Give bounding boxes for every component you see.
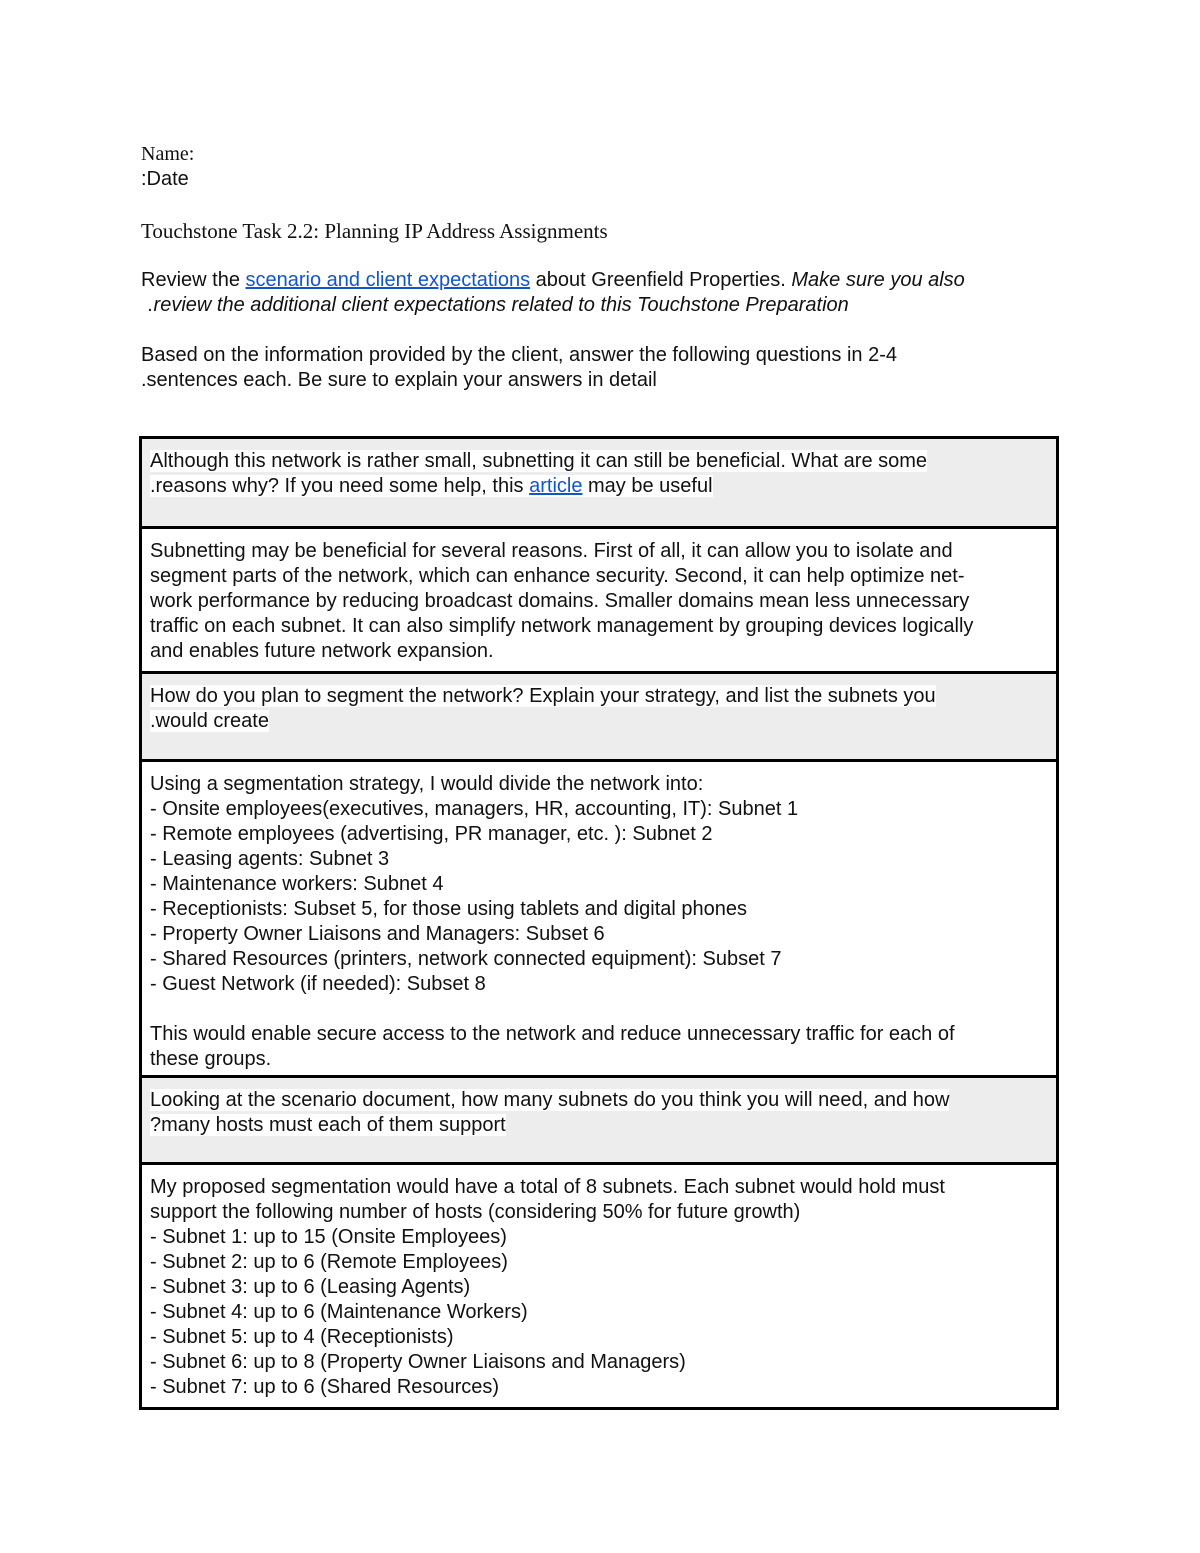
qa-table [139, 436, 1059, 1410]
review-suffix: about Greenfield Properties. [530, 269, 792, 291]
question-3-line2: ?many hosts must each of them support [150, 1114, 506, 1136]
answer-2-closing-line1: This would enable secure access to the network and reduce unnecessary traffic for each of [150, 1023, 955, 1045]
answer-2-cell [142, 762, 1056, 1078]
list-item: - Guest Network (if needed): Subset 8 [150, 973, 486, 995]
review-italic-2: .review the additional client expectations related to this Touchstone Preparation [148, 294, 849, 316]
question-1-line1: Although this network is rather small, subnetting it can still be beneficial. What are some [150, 450, 928, 472]
question-2-line1: How do you plan to segment the network? Explain your strategy, and list the subnets you [150, 685, 936, 707]
list-item: - Subnet 3: up to 6 (Leasing Agents) [150, 1276, 471, 1298]
question-1-line2: .reasons why? If you need some help, this article may be useful [150, 475, 713, 497]
answer-2-closing-line2: these groups. [150, 1048, 272, 1070]
answer-1-line: Subnetting may be beneficial for several reasons. First of all, it can allow you to isolate and [150, 540, 953, 562]
article-link[interactable]: article [529, 475, 583, 497]
list-item: - Subnet 6: up to 8 (Property Owner Liaisons and Managers) [150, 1351, 686, 1373]
page-title: Touchstone Task 2.2: Planning IP Address Assignments [141, 219, 608, 243]
list-item: - Subnet 2: up to 6 (Remote Employees) [150, 1251, 508, 1273]
review-italic-1: Make sure you also [791, 269, 965, 291]
answer-1-line: segment parts of the network, which can enhance security. Second, it can help optimize net- [150, 565, 965, 587]
list-item: - Receptionists: Subset 5, for those using tablets and digital phones [150, 898, 748, 920]
list-item: - Maintenance workers: Subnet 4 [150, 873, 444, 895]
list-item: - Subnet 4: up to 6 (Maintenance Workers) [150, 1301, 528, 1323]
list-item: - Property Owner Liaisons and Managers: Subset 6 [150, 923, 605, 945]
list-item: - Shared Resources (printers, network connected equipment): Subset 7 [150, 948, 782, 970]
list-item: - Onsite employees(executives, managers, HR, accounting, IT): Subnet 1 [150, 798, 799, 820]
question-3-line1: Looking at the scenario document, how many subnets do you think you will need, and how [150, 1089, 950, 1111]
date-label: :Date [141, 168, 189, 190]
list-item: - Subnet 1: up to 15 (Onsite Employees) [150, 1226, 507, 1248]
answer-3-intro-line1: My proposed segmentation would have a total of 8 subnets. Each subnet would hold must [150, 1176, 945, 1198]
list-item: - Remote employees (advertising, PR manager, etc. ): Subnet 2 [150, 823, 713, 845]
name-label: Name: [141, 143, 195, 165]
scenario-link[interactable]: scenario and client expectations [245, 269, 531, 291]
list-item: - Subnet 5: up to 4 (Receptionists) [150, 1326, 454, 1348]
answer-2-intro: Using a segmentation strategy, I would divide the network into: [150, 773, 704, 795]
answer-1-line: traffic on each subnet. It can also simplify network management by grouping devices logically [150, 615, 974, 637]
question-1-cell [142, 439, 1056, 529]
instructions-line2: .sentences each. Be sure to explain your answers in detail [141, 369, 657, 391]
list-item: - Subnet 7: up to 6 (Shared Resources) [150, 1376, 500, 1398]
answer-3-intro-line2: support the following number of hosts (considering 50% for future growth) [150, 1201, 801, 1223]
question-3-cell [142, 1078, 1056, 1165]
list-item: - Leasing agents: Subnet 3 [150, 848, 390, 870]
question-2-line2: .would create [150, 710, 269, 732]
answer-1-line: and enables future network expansion. [150, 640, 494, 662]
instructions-line1: Based on the information provided by the client, answer the following questions in 2-4 [141, 344, 898, 366]
answer-1-line: work performance by reducing broadcast domains. Smaller domains mean less unnecessary [150, 590, 970, 612]
answer-1-cell [142, 529, 1056, 674]
review-paragraph-line2 [148, 293, 849, 318]
answer-3-cell [142, 1165, 1056, 1407]
review-prefix: Review the [141, 269, 246, 291]
question-2-cell [142, 674, 1056, 762]
review-paragraph-line1 [141, 268, 965, 293]
